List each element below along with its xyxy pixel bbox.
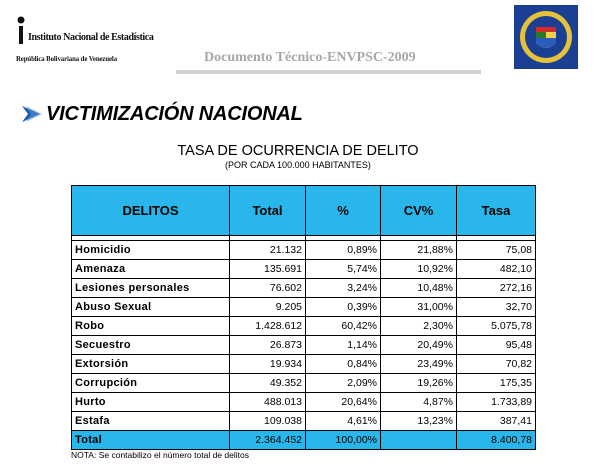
cell-cv: 10,92% [381, 260, 457, 279]
table-row [72, 355, 536, 374]
cell-delito: Abuso Sexual [72, 298, 230, 317]
cell-total: 21.132 [230, 241, 306, 260]
column-header-tasa: Tasa [457, 186, 536, 236]
cell-tasa: 1.733,89 [457, 393, 536, 412]
cell-cv: 4,87% [381, 393, 457, 412]
table-row [72, 241, 536, 260]
cell-total: 19.934 [230, 355, 306, 374]
cell-tasa: 387,41 [457, 412, 536, 431]
cell-total: 1.428.612 [230, 317, 306, 336]
table-title: TASA DE OCURRENCIA DE DELITO [177, 143, 419, 159]
cell-total: 76.602 [230, 279, 306, 298]
cell-delito: Amenaza [72, 260, 230, 279]
cell-percent: 0,89% [306, 241, 381, 260]
cell-cv: 20,49% [381, 336, 457, 355]
cell-cv: 10,48% [381, 279, 457, 298]
cell-total: 49.352 [230, 374, 306, 393]
cell-tasa: 272,16 [457, 279, 536, 298]
table-row [72, 412, 536, 431]
ine-logo-mark-icon [16, 16, 26, 44]
table-total-row [72, 431, 536, 450]
cell-tasa: 70,82 [457, 355, 536, 374]
cell-cv: 19,26% [381, 374, 457, 393]
cell-total: 9.205 [230, 298, 306, 317]
cell-percent: 20,64% [306, 393, 381, 412]
cell-percent: 4,61% [306, 412, 381, 431]
ine-logo [14, 10, 154, 68]
table-subtitle: (POR CADA 100.000 HABITANTES) [225, 160, 371, 170]
cell-tasa: 482,10 [457, 260, 536, 279]
table-row [72, 393, 536, 412]
column-header-total: Total [230, 186, 306, 236]
page-header [0, 0, 596, 95]
cell-tasa: 175,35 [457, 374, 536, 393]
cell-delito: Estafa [72, 412, 230, 431]
section-title: VICTIMIZACIÓN NACIONAL [46, 103, 303, 125]
institute-name: Instituto Nacional de Estadística [28, 32, 154, 43]
cell-percent: 1,14% [306, 336, 381, 355]
table-row [72, 317, 536, 336]
document-title: Documento Técnico-ENVPSC-2009 [204, 50, 416, 65]
cell-cv: 21,88% [381, 241, 457, 260]
cell-total: 488.013 [230, 393, 306, 412]
table-row [72, 336, 536, 355]
cell-percent: 0,39% [306, 298, 381, 317]
cell-tasa: 95,48 [457, 336, 536, 355]
cell-total: 26.873 [230, 336, 306, 355]
table-row [72, 298, 536, 317]
cell-total: 135.691 [230, 260, 306, 279]
cell-total: 109.038 [230, 412, 306, 431]
column-header-delitos: DELITOS [72, 186, 230, 236]
cell-percent: 3,24% [306, 279, 381, 298]
cell-total-tasa: 8.400,78 [457, 431, 536, 450]
cell-delito: Robo [72, 317, 230, 336]
cell-delito: Lesiones personales [72, 279, 230, 298]
cell-delito: Hurto [72, 393, 230, 412]
column-header-percent: % [306, 186, 381, 236]
cell-percent: 5,74% [306, 260, 381, 279]
cell-tasa: 5.075,78 [457, 317, 536, 336]
cell-tasa: 32,70 [457, 298, 536, 317]
table-row [72, 279, 536, 298]
cell-cv: 31,00% [381, 298, 457, 317]
table-row [72, 374, 536, 393]
cell-cv: 13,23% [381, 412, 457, 431]
cell-delito: Homicidio [72, 241, 230, 260]
cell-percent: 0,84% [306, 355, 381, 374]
cell-delito: Secuestro [72, 336, 230, 355]
cell-percent: 60,42% [306, 317, 381, 336]
cell-cv: 2,30% [381, 317, 457, 336]
column-header-cv: CV% [381, 186, 457, 236]
crime-rate-table [71, 185, 536, 450]
table-header-row [72, 186, 536, 236]
cell-delito: Corrupción [72, 374, 230, 393]
cell-total-label: Total [72, 431, 230, 450]
republic-name: República Bolivariana de Venezuela [16, 56, 118, 63]
cell-percent: 2,09% [306, 374, 381, 393]
cell-total-total: 2.364.452 [230, 431, 306, 450]
cell-cv: 23,49% [381, 355, 457, 374]
cell-total-percent: 100,00% [306, 431, 381, 450]
national-seal-icon [514, 5, 578, 69]
cell-delito: Extorsión [72, 355, 230, 374]
table-row [72, 260, 536, 279]
section-arrow-icon [20, 104, 42, 124]
cell-tasa: 75,08 [457, 241, 536, 260]
header-divider [176, 70, 481, 74]
table-note: NOTA: Se contabilizo el número total de delitos [71, 450, 249, 460]
cell-total-cv [381, 431, 457, 450]
